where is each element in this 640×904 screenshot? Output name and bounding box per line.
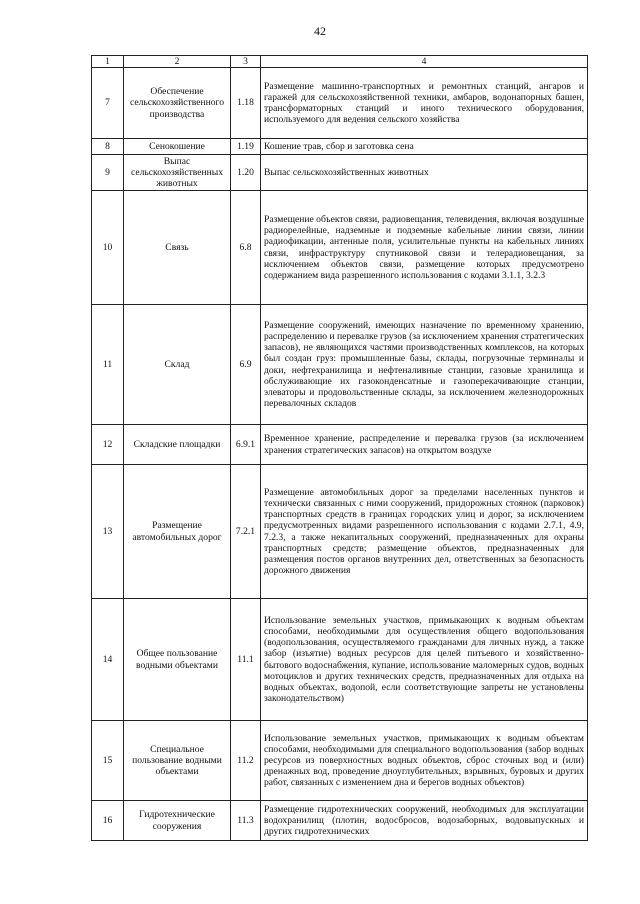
use-type-code: 7.2.1: [231, 465, 261, 599]
use-type-name: Специальное пользование водными объектами: [124, 721, 231, 801]
row-number: 12: [92, 425, 124, 465]
use-type-description: Кошение трав, сбор и заготовка сена: [261, 139, 588, 155]
header-col-1: 1: [92, 56, 124, 68]
row-number: 14: [92, 599, 124, 721]
use-type-name: Складские площадки: [124, 425, 231, 465]
use-type-name: Склад: [124, 305, 231, 425]
use-type-code: 1.18: [231, 68, 261, 139]
table-row: [92, 465, 588, 599]
use-type-description: Временное хранение, распределение и перевалка грузов (за исключением хранения стратегических запасов) на открытом воздухе: [261, 425, 588, 465]
use-type-name: Общее пользование водными объектами: [124, 599, 231, 721]
use-type-description: Размещение сооружений, имеющих назначение по временному хранению, распределению и перевалке грузов (за исключением хранения стратегических запасов), не являющихся частями производственных комплексов, на которых был создан груз: промышленные базы, склады, погрузочные терминалы и доки, нефтехранилища и нефтеналивные станции, газовые хранилища и обслуживающие их газоконденсатные и газоперекачивающие станции, элеваторы и продовольственные склады, за исключением железнодорожных перевалочных складов: [261, 305, 588, 425]
use-type-name: Обеспечение сельскохозяйственного производства: [124, 68, 231, 139]
use-type-name: Размещение автомобильных дорог: [124, 465, 231, 599]
use-type-description: Размещение автомобильных дорог за пределами населенных пунктов и технически связанных с ними сооружений, придорожных стоянок (парковок) транспортных средств в границах городских улиц и дорог, за исключением предусмотренных видами разрешенного использования с кодами 2.7.1, 4.9, 7.2.3, а также некапитальных сооружений, предназначенных для охраны транспортных средств; размещение объектов, предназначенных для размещения постов органов внутренних дел, ответственных за безопасность дорожного движения: [261, 465, 588, 599]
use-type-description: Использование земельных участков, примыкающих к водным объектам способами, необходимыми для осуществления общего водопользования (водопользования, осуществляемого гражданами для личных нужд, а также забор (изъятие) водных ресурсов для целей питьевого и хозяйственно-бытового водоснабжения, купание, использование маломерных судов, водных мотоциклов и других технических средств, предназначенных для отдыха на водных объектах, водопой, если соответствующие запреты не установлены законодательством): [261, 599, 588, 721]
header-col-3: 3: [231, 56, 261, 68]
table-row: [92, 68, 588, 139]
use-type-description: Размещение машинно-транспортных и ремонтных станций, ангаров и гаражей для сельскохозяйственной техники, амбаров, водонапорных башен, трансформаторных станций и иного технического оборудования, используемого для ведения сельского хозяйства: [261, 68, 588, 139]
use-type-description: Выпас сельскохозяйственных животных: [261, 155, 588, 191]
row-number: 16: [92, 801, 124, 841]
use-type-code: 11.3: [231, 801, 261, 841]
row-number: 10: [92, 191, 124, 305]
row-number: 11: [92, 305, 124, 425]
table-header-row: [92, 56, 588, 68]
use-type-name: Сенокошение: [124, 139, 231, 155]
table-row: [92, 801, 588, 841]
use-type-description: Размещение гидротехнических сооружений, необходимых для эксплуатации водохранилищ (плотин, водосбросов, водозаборных, водовыпускных и других гидротехнических: [261, 801, 588, 841]
table-row: [92, 191, 588, 305]
table-row: [92, 721, 588, 801]
use-type-description: Использование земельных участков, примыкающих к водным объектам способами, необходимыми для специального водопользования (забор водных ресурсов из поверхностных водных объектов, сброс сточных вод и (или) дренажных вод, проведение дноуглубительных, взрывных, буровых и других работ, связанных с изменением дна и берегов водных объектов): [261, 721, 588, 801]
use-type-code: 11.1: [231, 599, 261, 721]
use-type-name: Гидротехнические сооружения: [124, 801, 231, 841]
use-type-description: Размещение объектов связи, радиовещания, телевидения, включая воздушные радиорелейные, надземные и подземные кабельные линии связи, линии радиофикации, антенные поля, усилительные пункты на кабельных линиях связи, инфраструктуру спутниковой связи и телерадиовещания, за исключением объектов связи, размещение которых предусмотрено содержанием вида разрешенного использования с кодами 3.1.1, 3.2.3: [261, 191, 588, 305]
table-row: [92, 305, 588, 425]
use-type-name: Связь: [124, 191, 231, 305]
row-number: 9: [92, 155, 124, 191]
use-type-code: 6.9.1: [231, 425, 261, 465]
table-row: [92, 599, 588, 721]
row-number: 13: [92, 465, 124, 599]
table-row: [92, 425, 588, 465]
use-type-code: 1.20: [231, 155, 261, 191]
page-number: 42: [314, 24, 326, 38]
row-number: 7: [92, 68, 124, 139]
use-type-code: 11.2: [231, 721, 261, 801]
row-number: 8: [92, 139, 124, 155]
land-use-table: [91, 55, 588, 841]
header-col-4: 4: [261, 56, 588, 68]
row-number: 15: [92, 721, 124, 801]
table-row: [92, 155, 588, 191]
table-row: [92, 139, 588, 155]
use-type-code: 6.8: [231, 191, 261, 305]
use-type-code: 6.9: [231, 305, 261, 425]
use-type-code: 1.19: [231, 139, 261, 155]
use-type-name: Выпас сельскохозяйственных животных: [124, 155, 231, 191]
header-col-2: 2: [124, 56, 231, 68]
